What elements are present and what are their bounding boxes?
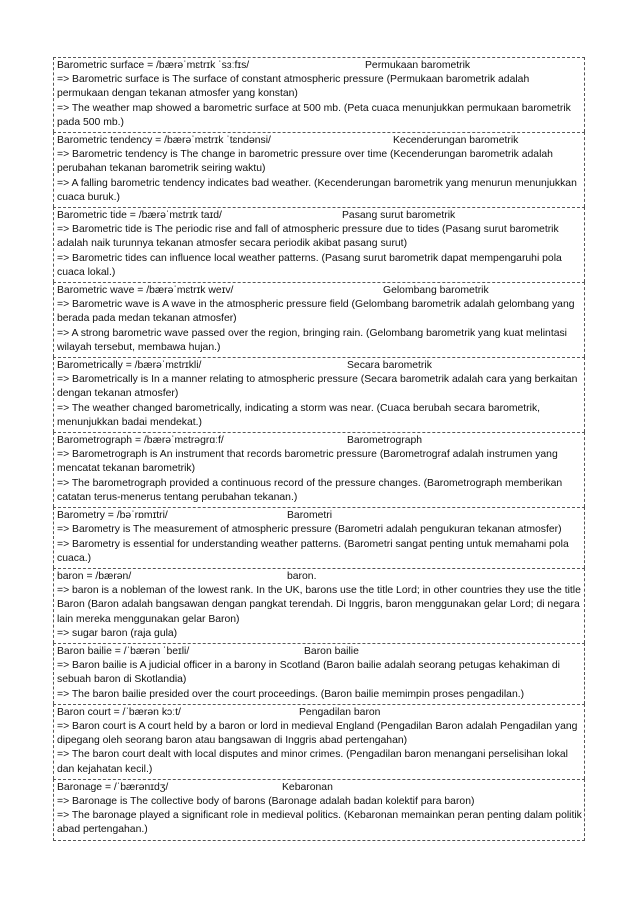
entry-example: => The baronage played a significant role in medieval politics. (Kebaronan memainkan peran penting dalam politik abad pertengahan.) [57,810,582,836]
entry-definition: => Barometry is The measurement of atmospheric pressure (Barometri adalah pengukuran tekanan atmosfer) [57,524,562,536]
entry-definition: => Barometric tide is The periodic rise and fall of atmospheric pressure due to tides (Pasang surut barometrik adalah naik turunnya tekanan atmosfer secara periodik akibat pasang surut) [57,224,559,250]
entry-translation: Secara barometrik [347,360,432,372]
entry-term: Barometrograph = /bærəˈmɛtrəgrɑːf/ [57,435,224,447]
entry-example: => A strong barometric wave passed over the region, bringing rain. (Gelombang barometrik yang kuat melintasi wilayah tersebut, membawa hujan.) [57,327,567,353]
entry-definition: => Baron bailie is A judicial officer in a barony in Scotland (Baron bailie adalah seorang petugas kehakiman di sebuah baron di Skotlandia) [57,660,560,686]
entry-example: => The weather changed barometrically, indicating a storm was near. (Cuaca berubah secara barometrik, menunjukkan badai mendekat.) [57,402,541,428]
entry-term: Barometry = /bəˈrɒmɪtri/ [57,510,168,522]
entry-term: baron = /bærən/ [57,570,132,582]
entry-term: Baron court = /ˈbærən kɔːt/ [57,706,181,718]
entry-translation: baron. [287,570,317,582]
entry-baron-court [53,704,585,779]
entry-translation: Kebaronan [282,781,333,793]
entry-definition: => Barometric tendency is The change in barometric pressure over time (Kecenderungan barometrik adalah perubahan tekanan barometrik seiring waktu) [57,149,553,175]
entry-example: => Barometric tides can influence local weather patterns. (Pasang surut barometrik dapat mempengaruhi pola cuaca lokal.) [57,252,562,278]
entry-baron-bailie [53,643,585,704]
entry-example: => The baron court dealt with local disputes and minor crimes. (Pengadilan baron menangani perselisihan lokal dan kejahatan kecil.) [57,749,568,775]
entry-barometrograph [53,432,585,507]
entry-definition: => Barometric surface is The surface of constant atmospheric pressure (Permukaan barometrik adalah permukaan dengan tekanan atmosfer yang konstan) [57,74,530,100]
entry-definition: => Baron court is A court held by a baron or lord in medieval England (Pengadilan Baron adalah Pengadilan yang dipegang oleh seorang baron atau bangsawan di Inggris abad pertengahan) [57,720,578,747]
entry-example: => Barometry is essential for understanding weather patterns. (Barometri sangat penting untuk memahami pola cuaca.) [57,538,569,564]
entry-translation: Pasang surut barometrik [342,210,456,222]
entry-barometry [53,507,585,568]
entry-barometric-surface [53,57,585,132]
entry-term: Barometric tide = /bærəˈmɛtrɪk taɪd/ [57,210,222,222]
entry-example: => A falling barometric tendency indicates bad weather. (Kecenderungan barometrik yang menurun menunjukkan cuaca buruk.) [57,177,577,203]
entry-example: => The barometrograph provided a continuous record of the pressure changes. (Barometrograph memberikan catatan terus-menerus tentang perubahan tekanan.) [57,477,563,503]
entry-term: Barometric surface = /bærəˈmɛtrɪk ˈsɜːfɪs/ [57,60,250,71]
entry-definition: => Barometric wave is A wave in the atmospheric pressure field (Gelombang barometrik adalah gelombang yang berada pada medan tekanan atmosfer) [57,299,575,325]
glossary-sheet [53,57,585,841]
entry-term: Barometric tendency = /bærəˈmɛtrɪk ˈtɛndənsi/ [57,135,271,147]
entry-barometric-wave [53,282,585,357]
entry-definition: => Barometrograph is An instrument that records barometric pressure (Barometrograf adalah instrumen yang mencatat tekanan barometrik) [57,449,558,475]
entry-term: Barometrically = /bærəˈmɛtrɪkli/ [57,360,202,372]
entry-example: => sugar baron (raja gula) [57,627,178,639]
entry-barometric-tide [53,207,585,282]
entry-definition: => Barometrically is In a manner relating to atmospheric pressure (Secara barometrik adalah cara yang berkaitan dengan tekanan atmosfer) [57,374,578,400]
entry-definition: => Baronage is The collective body of barons (Baronage adalah badan kolektif para baron) [57,795,475,807]
entry-translation: Baron bailie [304,645,359,657]
entry-barometrically [53,357,585,432]
entry-baronage [53,779,585,841]
entry-term: Baronage = /ˈbærənɪdʒ/ [57,781,169,793]
entry-translation: Gelombang barometrik [383,285,489,297]
entry-example: => The weather map showed a barometric surface at 500 mb. (Peta cuaca menunjukkan permukaan barometrik pada 500 mb.) [57,102,571,128]
entry-translation: Barometrograph [347,435,423,447]
entry-definition: => baron is a nobleman of the lowest rank. In the UK, barons use the title Lord; in other countries they use the title Baron (Baron adalah bangsawan dengan pangkat terendah. Di Inggris, baron menggunakan gelar Lord; di negara lain mereka menggunakan gelar Baron) [57,585,581,625]
entry-baron [53,568,585,643]
entry-term: Baron bailie = /ˈbærən ˈbeɪli/ [57,645,190,657]
entry-translation: Kecenderungan barometrik [393,135,519,147]
entry-barometric-tendency [53,132,585,207]
entry-translation: Barometri [287,510,333,522]
entry-translation: Permukaan barometrik [365,60,471,71]
entry-example: => The baron bailie presided over the court proceedings. (Baron bailie memimpin proses pengadilan.) [57,688,525,700]
entry-translation: Pengadilan baron [299,706,381,718]
entry-term: Barometric wave = /bærəˈmɛtrɪk weɪv/ [57,285,234,297]
